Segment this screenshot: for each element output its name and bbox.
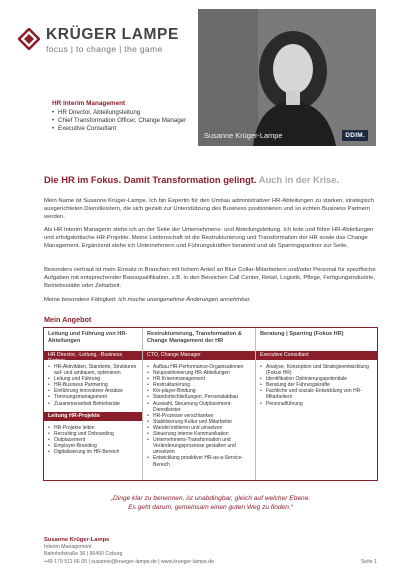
- headline-accent: Auch in der Krise.: [258, 174, 340, 185]
- offer-item: • Leitung und Führung: [48, 376, 138, 382]
- portrait-image: [198, 9, 376, 146]
- offer-item: • Fachliche und soziale Entwicklung von HR-Mitarbeitern: [260, 388, 373, 400]
- headline-main: Die HR im Fokus. Damit Transformation gelingt.: [44, 174, 257, 185]
- offer-item: • Zusammenarbeit Betriebsräte: [48, 401, 138, 407]
- offer-item: • Digitalisierung im HR-Bereich: [48, 449, 138, 455]
- footer-name: Susanne Krüger-Lampe: [44, 537, 110, 543]
- column-subheading: Executive Consultant: [256, 351, 377, 360]
- role-paragraph: Als HR Interim Managerin stehe ich an der Seite der Unternehmens- und Abteilungsleitung. Ich leite und führe HR-Abteilungen und erfolgskritische HR-Projekte. Meine Leidenschaft ist die Restrukturierung und Transformation der HR sowie das Change Management. Ergänzend stehe ich Unternehmern und Führungskräften beratend und als Sparringspartner zur Seite.: [44, 227, 374, 250]
- offer-column-leadership: [44, 328, 143, 480]
- offer-item: • Neupositionierung HR-Abteilungen: [147, 370, 251, 376]
- ability-prefix: Meine besondere Fähigkeit:: [44, 297, 117, 303]
- column-subheading: CTO, Change Manager: [143, 351, 255, 360]
- offer-item: • HR-Aktivitäten, Standorte, Strukturen auf- und umbauen, optimieren: [48, 364, 138, 376]
- offer-item: • Beratung der Führungskräfte: [260, 382, 373, 388]
- offer-item: • Wandel initiieren und umsetzen: [147, 425, 251, 431]
- offer-column-consulting: [256, 328, 377, 480]
- offer-item: • Employer-Branding: [48, 443, 138, 449]
- role-item: • HR Director, Abteilungsleitung: [52, 109, 202, 117]
- offer-item: • Unternehmens-Transformation und Veränderungsprozesse gestalten und umsetzen: [147, 437, 251, 455]
- footer-address: Bahnhofstraße 36 | 96450 Coburg: [44, 551, 123, 558]
- quote: [44, 494, 377, 513]
- quote-line: Es geht darum, gemeinsam einen guten Weg zu finden.“: [128, 504, 293, 512]
- offer-item: • Restrukturierung: [147, 382, 251, 388]
- offer-item: • Analyse, Konzeption und Strategieentwicklung (Fokus HR): [260, 364, 373, 376]
- offer-item: • Einführung innovativer Ansätze: [48, 388, 138, 394]
- column-heading: Leitung und Führung von HR-Abteilungen: [48, 331, 128, 345]
- offer-item: • HR Krisenmanagement: [147, 376, 251, 382]
- ability-text: ich mache unangenehme Änderungen annehmbar.: [118, 297, 252, 303]
- offer-title: Mein Angebot: [44, 315, 92, 324]
- quote-line: „Dinge klar zu benennen, ist unabdingbar, gleich auf welcher Ebene.: [110, 495, 311, 502]
- logo-name: KRÜGER LAMPE: [46, 26, 179, 43]
- footer-role: Interim Management: [44, 544, 92, 551]
- offer-item: • Outplacement: [48, 437, 138, 443]
- role-item: • Executive Consultant: [52, 125, 202, 133]
- offer-item: • Stabilisierung Kultur und Mitarbeiter: [147, 419, 251, 425]
- role-item: • Chief Transformation Officer, Change Manager: [52, 117, 202, 125]
- headline: [44, 174, 389, 185]
- ability-paragraph: [44, 296, 377, 304]
- offer-item: • Recruiting und Onboarding: [48, 431, 138, 437]
- offer-item: • Trennungsmanagement: [48, 394, 138, 400]
- offer-item: • Identifikation Optimierungspotentiale: [260, 376, 373, 382]
- offer-item: • Auswahl, Steuerung Outplacement-Dienstleister: [147, 401, 251, 413]
- logo-tagline: focus | to change | the game: [46, 44, 163, 54]
- offer-item: • HR-Business Partnering: [48, 382, 138, 388]
- role-list: [52, 100, 202, 134]
- column-heading: Beratung | Sparring (Fokus HR): [260, 331, 344, 337]
- column-subheading-projects: Leitung HR-Projekte: [44, 412, 142, 421]
- page-number: Seite 1: [360, 558, 377, 565]
- company-logo: [18, 27, 179, 55]
- offer-item: • HR-Projekte leiten: [48, 425, 138, 431]
- footer-contact[interactable]: +49 179 511 66 05 | susanne@krueger-lampe.de | www.krueger-lampe.de: [44, 558, 215, 565]
- offer-item: • Standortschließungen, Personalabbau: [147, 394, 251, 400]
- offer-item: • Kin-player-Bindung: [147, 388, 251, 394]
- offer-item: • HR-Prozesse verschlanken: [147, 413, 251, 419]
- footer: [44, 537, 377, 566]
- intro-paragraph: Mein Name ist Susanne Krüger-Lampe. Ich bin Expertin für den Umbau administrativer HR-Abteilungen zu starken, strategisch ausgerichteten Dienstleistern, die sich gezielt zur Unterstützung des Business positionieren und so echten Business Partnern werden.: [44, 198, 375, 221]
- offer-item: • Personalführung: [260, 401, 373, 407]
- offer-table: [43, 327, 378, 481]
- industry-paragraph: Besonders vertraut ist mein Einsatz in Branchen mit hohem Anteil an Blue Collar-Mitarbeitern und/oder Personal für spezifische Aufgaben mit entsprechender Basisqualifikation, z.B. in den Bereichen Call Center, Retail, Logistik, Pflege, Fertigungsindustrie, Betriebsstätte oder Zeitarbeit.: [44, 267, 376, 290]
- ddim-badge: DDIM.: [342, 130, 368, 141]
- role-list-title: HR Interim Management: [52, 100, 126, 107]
- portrait-photo: [198, 9, 376, 146]
- offer-item: • Aufbau HR-Performance-Organisationen: [147, 364, 251, 370]
- column-subheading: HR Director, -Leitung, -Business Partner: [44, 351, 142, 360]
- offer-column-transformation: [143, 328, 256, 480]
- offer-item: • Entwicklung proaktiver HR-as-a-Service-Bereich: [147, 455, 251, 467]
- offer-item: • Steuerung interne Kommunikation: [147, 431, 251, 437]
- photo-caption: Susanne Krüger-Lampe: [204, 131, 283, 140]
- logo-mark-icon: [18, 28, 40, 50]
- column-heading: Restrukturierung, Transformation & Change Management der HR: [147, 331, 242, 345]
